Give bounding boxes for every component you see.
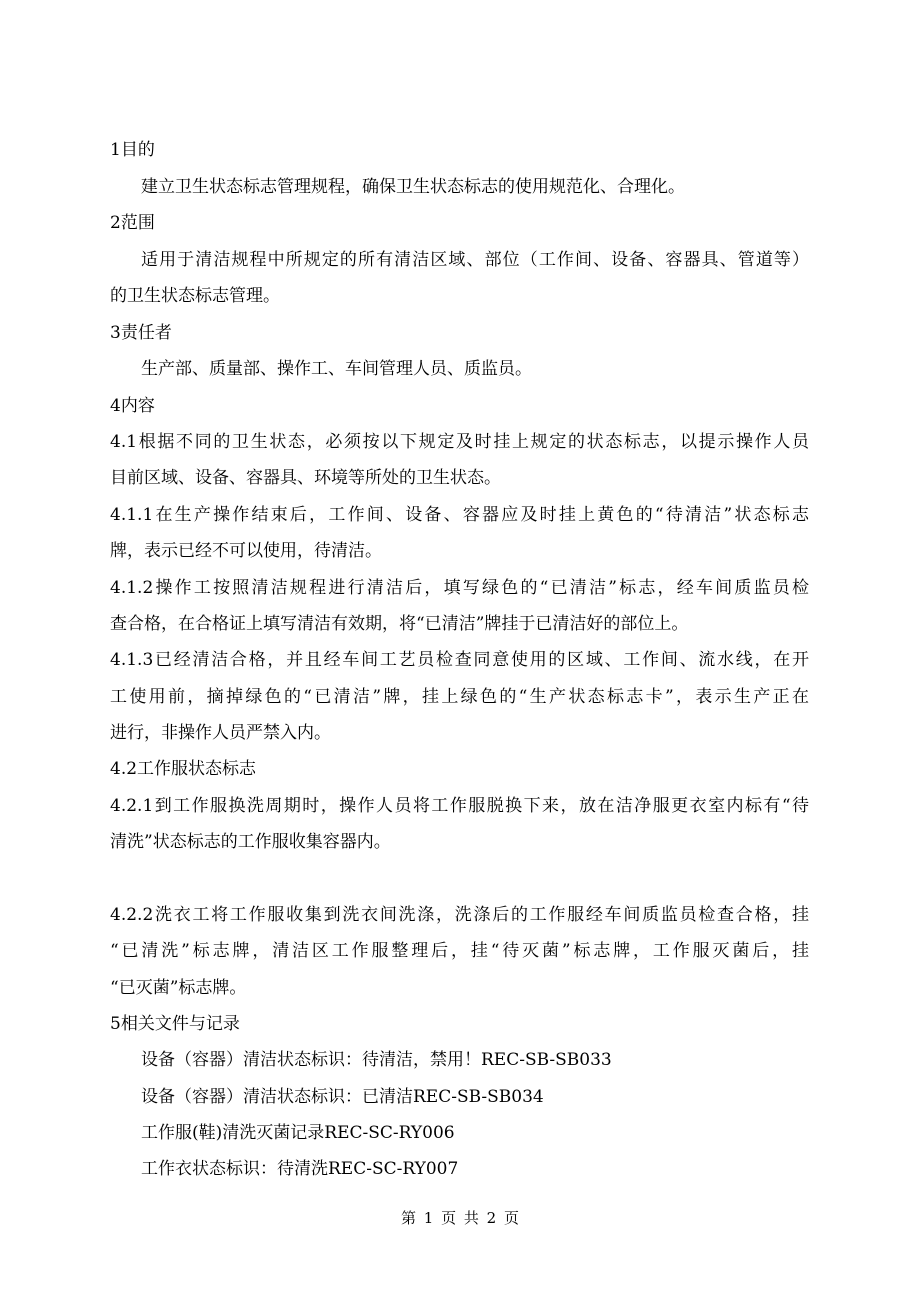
clause-4-1-3-line: 4.1.3已经清洁合格，并且经车间工艺员检查同意使用的区域、工作间、流水线，在开 [110, 650, 809, 670]
clause-4-2-2-line: “已灭菌”标志牌。 [110, 978, 247, 998]
section-3-heading: 3责任者 [110, 323, 172, 343]
clause-4-2-1-line: 清洗”状态标志的工作服收集容器内。 [110, 832, 391, 852]
record-list-item: 设备（容器）清洁状态标识：待清洁，禁用！REC-SB-SB033 [141, 1050, 612, 1070]
clause-4-1-3-line: 工使用前，摘掉绿色的“已清洁”牌，挂上绿色的“生产状态标志卡”，表示生产正在 [110, 687, 809, 707]
section-2-paragraph-line: 的卫生状态标志管理。 [110, 286, 280, 306]
record-list-item: 工作衣状态标识：待清洗REC-SC-RY007 [141, 1159, 459, 1179]
section-1-heading: 1目的 [110, 140, 155, 160]
section-2-paragraph-line: 适用于清洁规程中所规定的所有清洁区域、部位（工作间、设备、容器具、管道等） [141, 250, 809, 270]
section-2-heading: 2范围 [110, 213, 155, 233]
clause-4-1-2-line: 查合格，在合格证上填写清洁有效期，将“已清洁”牌挂于已清洁好的部位上。 [110, 614, 689, 634]
clause-4-1-1-line: 牌，表示已经不可以使用，待清洁。 [110, 541, 382, 561]
clause-4-2-2-line: 4.2.2洗衣工将工作服收集到洗衣间洗涤，洗涤后的工作服经车间质监员检查合格，挂 [110, 905, 809, 925]
section-1-paragraph: 建立卫生状态标志管理规程，确保卫生状态标志的使用规范化、合理化。 [141, 177, 685, 197]
clause-4-2-1-line: 4.2.1到工作服换洗周期时，操作人员将工作服脱换下来，放在洁净服更衣室内标有“待 [110, 796, 809, 816]
section-3-paragraph: 生产部、质量部、操作工、车间管理人员、质监员。 [141, 359, 532, 379]
clause-4-1-line: 4.1根据不同的卫生状态，必须按以下规定及时挂上规定的状态标志，以提示操作人员 [110, 432, 809, 452]
record-list-item: 设备（容器）清洁状态标识：已清洁REC-SB-SB034 [141, 1087, 544, 1107]
clause-4-1-line: 目前区域、设备、容器具、环境等所处的卫生状态。 [110, 468, 501, 488]
clause-4-1-3-line: 进行，非操作人员严禁入内。 [110, 723, 331, 743]
clause-4-2-heading: 4.2工作服状态标志 [110, 759, 257, 779]
clause-4-1-2-line: 4.1.2操作工按照清洁规程进行清洁后，填写绿色的“已清洁”标志，经车间质监员检 [110, 578, 809, 598]
record-list-item: 工作服(鞋)清洗灭菌记录REC-SC-RY006 [141, 1123, 455, 1143]
section-4-heading: 4内容 [110, 396, 155, 416]
section-5-heading: 5相关文件与记录 [110, 1014, 240, 1034]
clause-4-1-1-line: 4.1.1在生产操作结束后，工作间、设备、容器应及时挂上黄色的“待清洁”状态标志 [110, 505, 809, 525]
clause-4-2-2-line: “已清洗”标志牌，清洁区工作服整理后，挂“待灭菌”标志牌，工作服灭菌后，挂 [110, 941, 809, 961]
page-number-footer: 第 1 页 共 2 页 [401, 1209, 519, 1227]
